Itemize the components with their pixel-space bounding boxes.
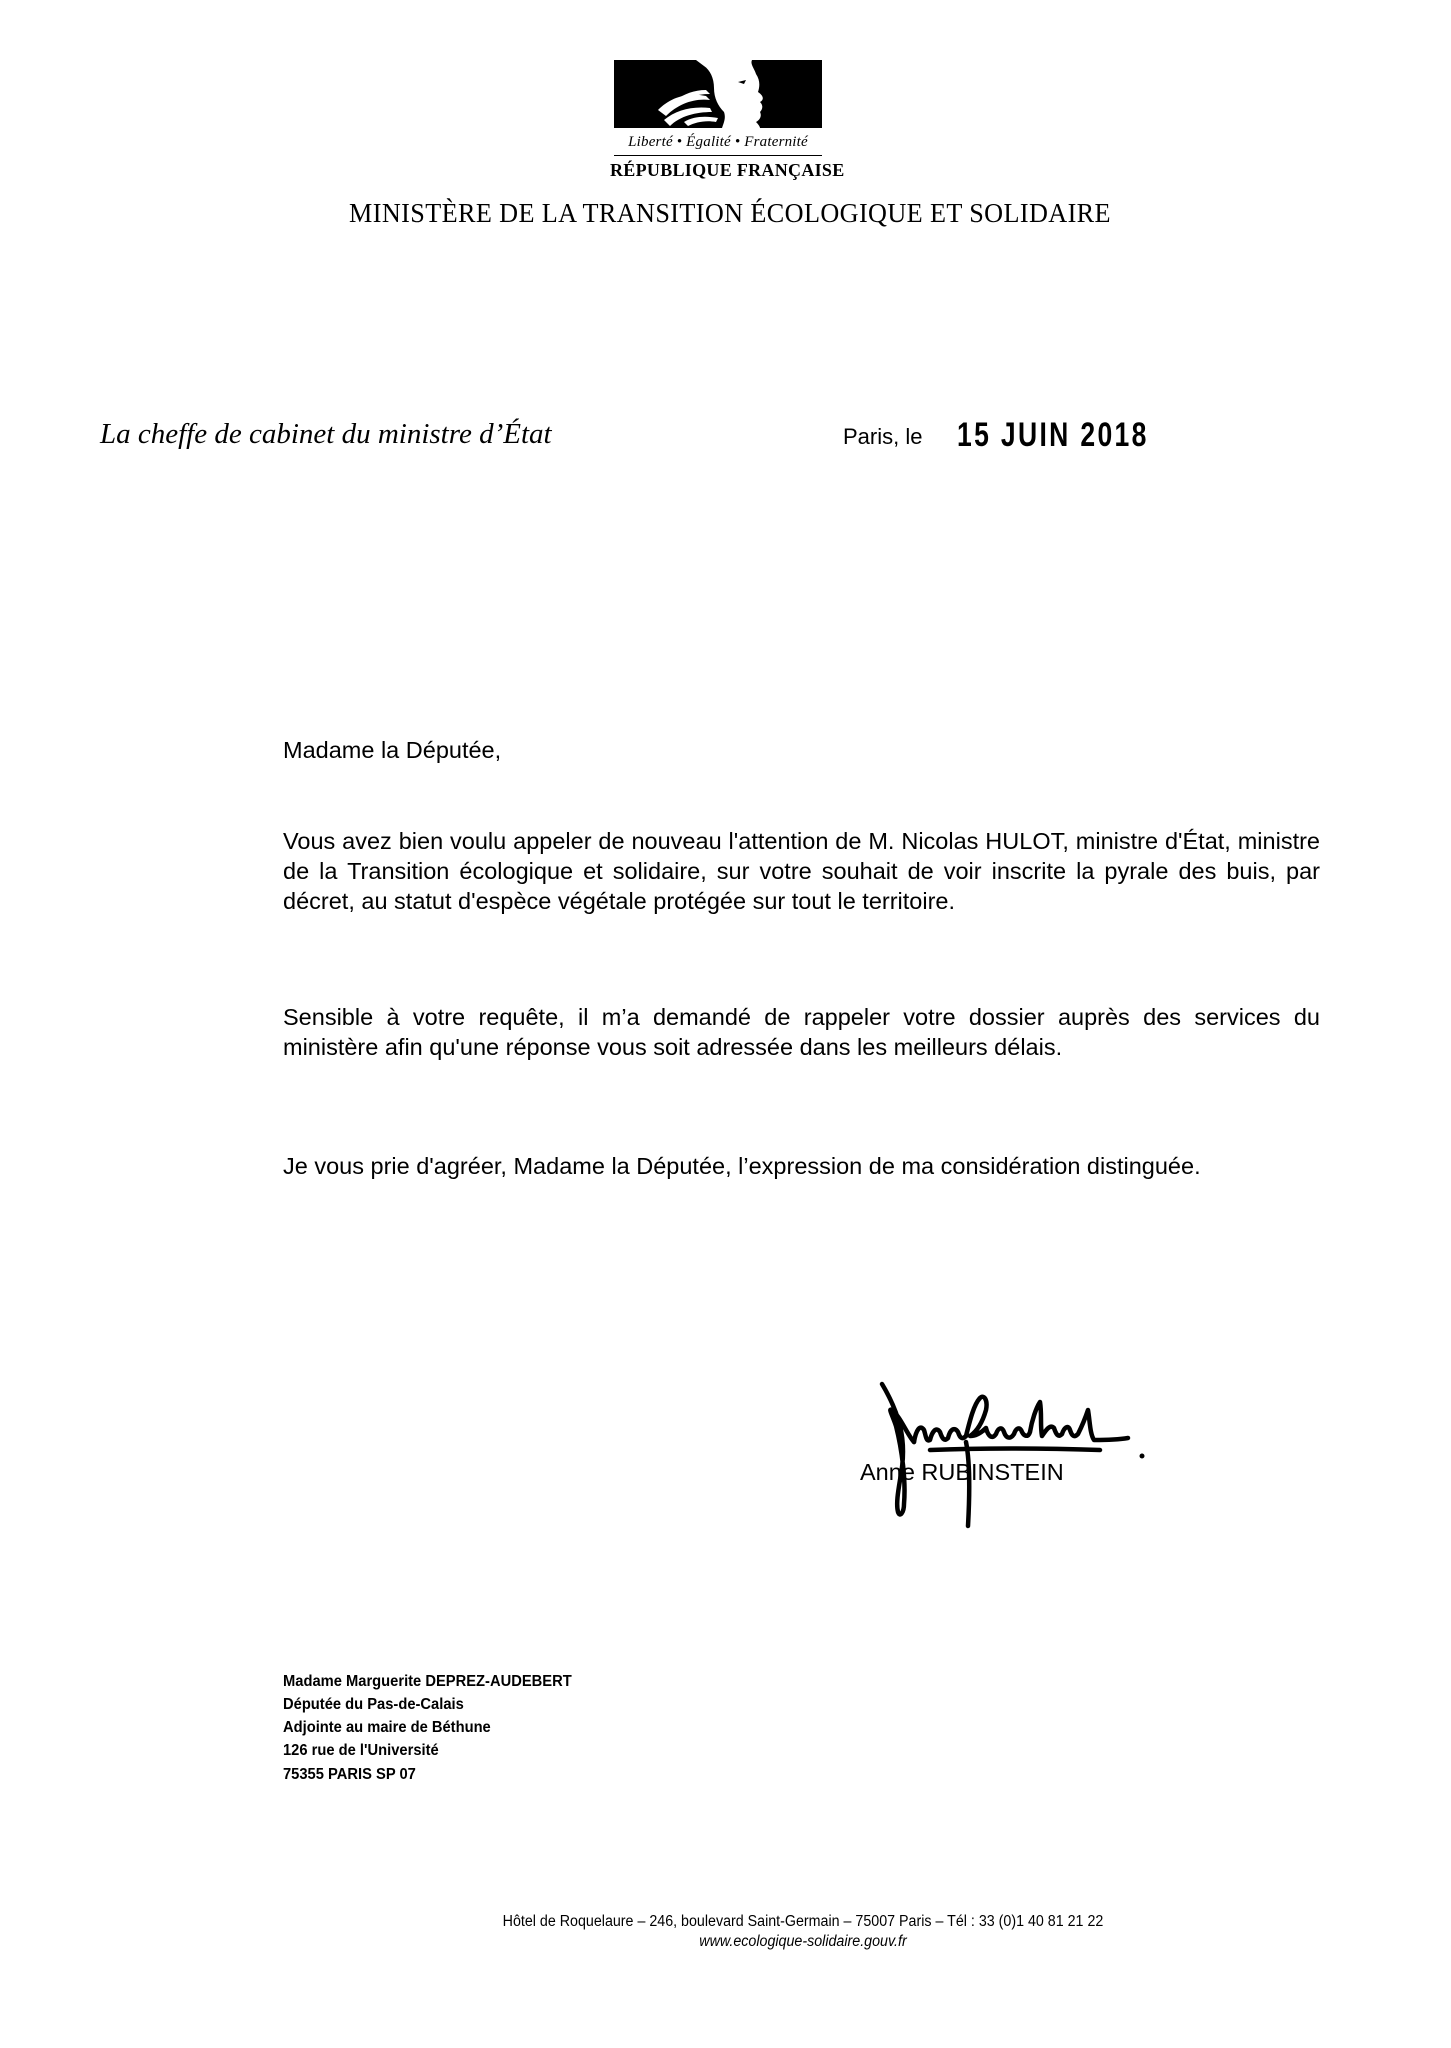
letter-paragraph: Je vous prie d'agréer, Madame la Députée, l’expression de ma considération distinguée. xyxy=(283,1153,1201,1179)
salutation: Madame la Députée, xyxy=(283,737,502,763)
recipient-line: 75355 PARIS SP 07 xyxy=(283,1766,416,1783)
handwritten-signature-icon xyxy=(870,1380,1150,1530)
sender-title: La cheffe de cabinet du ministre d’État xyxy=(100,418,552,450)
ministry-name: MINISTÈRE DE LA TRANSITION ÉCOLOGIQUE ET SOLIDAIRE xyxy=(349,198,1111,228)
letter-place: Paris, le xyxy=(843,424,923,449)
motto-divider xyxy=(614,155,822,156)
footer-address: Hôtel de Roquelaure – 246, boulevard Saint-Germain – 75007 Paris – Tél : 33 (0)1 40 81 21 22 xyxy=(502,1913,1104,1930)
marianne-logo-icon xyxy=(614,60,822,128)
recipient-line: Députée du Pas-de-Calais xyxy=(283,1696,464,1713)
letter-paragraph: Vous avez bien voulu appeler de nouveau l'attention de M. Nicolas HULOT, ministre d'État, ministre de la Transition écologique et solidaire, sur votre souhait de voir inscrite la pyrale des buis, par décret, au statut d'espèce végétale protégée sur tout le territoire. xyxy=(283,828,1320,914)
recipient-line: Madame Marguerite DEPREZ-AUDEBERT xyxy=(283,1673,572,1690)
footer-website-link[interactable]: www.ecologique-solidaire.gouv.fr xyxy=(699,1933,907,1950)
date-stamp: 15 JUIN 2018 xyxy=(957,416,1149,454)
signatory-name: Anne RUBINSTEIN xyxy=(860,1459,1064,1485)
republic-name: RÉPUBLIQUE FRANÇAISE xyxy=(610,160,845,180)
republic-motto: Liberté • Égalité • Fraternité xyxy=(628,134,808,150)
letter-paragraph: Sensible à votre requête, il m’a demandé de rappeler votre dossier auprès des services du ministère afin qu'une réponse vous soit adressée dans les meilleurs délais. xyxy=(283,1004,1320,1060)
recipient-line: 126 rue de l'Université xyxy=(283,1742,439,1759)
recipient-line: Adjointe au maire de Béthune xyxy=(283,1719,491,1736)
